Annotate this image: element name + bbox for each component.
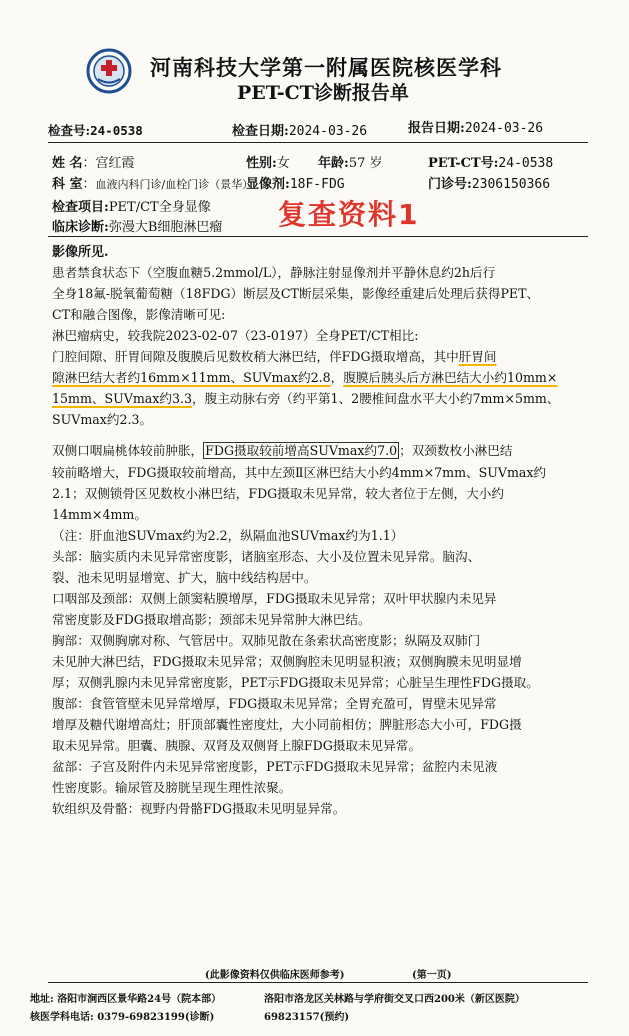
hospital-title: 河南科技大学第一附属医院核医学科 xyxy=(150,55,502,80)
tracer: 显像剂:18F-FDG xyxy=(246,177,345,192)
patient-gender: 性别:女 xyxy=(246,156,290,171)
divider-top xyxy=(48,142,588,143)
patient-age: 年龄:57 岁 xyxy=(318,156,383,171)
clinic-no: 门诊号:2306150366 xyxy=(428,177,551,192)
phone-line: 核医学科电话: 0379-69823199(诊断) xyxy=(30,1012,215,1023)
report-date: 报告日期:2024-03-26 xyxy=(408,121,544,136)
check-date: 检查日期:2024-03-26 xyxy=(232,124,368,139)
findings-intro: 患者禁食状态下（空腹血糖5.2mmol/L），静脉注射显像剂并平静休息约2h后行 全身18氟-脱氧葡萄糖（18FDG）断层及CT断层采集，影像经重建后处理后获得PET、 CT和融合图像，影像清晰可见: 淋巴瘤病史，较我院2023-02-07（23-0197）全身PET/CT相比: xyxy=(52,265,540,343)
report-title: PET-CT诊断报告单 xyxy=(237,82,409,104)
address-line: 地址: 洛阳市涧西区景华路24号（院本部） xyxy=(30,994,222,1005)
petct-no: PET-CT号:24-0538 xyxy=(428,156,554,171)
divider-mid xyxy=(48,236,588,237)
hospital-logo-icon xyxy=(86,48,132,94)
page-number: (第一页) xyxy=(412,970,452,981)
findings-oropharynx: 双侧口咽扁桃体较前肿胀， FDG摄取较前增高SUVmax约7.0 ；双颈数枚小淋巴结 xyxy=(52,443,513,458)
exam-item: 检查项目:PET/CT全身显像 xyxy=(52,200,211,215)
patient-dept: 科 室：血液内科门诊/血栓门诊（景华） xyxy=(52,177,254,192)
divider-footer xyxy=(48,982,588,983)
patient-name: 姓 名：宫红霞 xyxy=(52,156,135,171)
findings-abdomen-nodes: 门腔间隙、肝胃间隙及腹膜后见数枚稍大淋巴结，伴FDG摄取增高，其中肝胃间 隙淋巴结大者约16mm×11mm、SUVmax约2.8，腹膜后胰头后方淋巴结大小约10mm× 15mm、SUVmax约3.3，腹主动脉右旁（约平第1、2腰椎间盘水平大小约7mm×5mm、 SUVmax约2.3。 xyxy=(52,349,560,427)
footer-note: (此影像资料仅供临床医师参考) xyxy=(205,970,345,981)
clinical-diagnosis: 临床诊断:弥漫大B细胞淋巴瘤 xyxy=(52,220,223,235)
findings-heading: 影像所见. xyxy=(52,245,109,260)
address-line-2: 洛阳市洛龙区关林路与学府街交叉口西200米（新区医院） xyxy=(264,994,525,1005)
review-stamp: 复查资料1 xyxy=(278,198,420,231)
phone-line-2: 69823157(预约) xyxy=(264,1012,350,1023)
suv-boxed: FDG摄取较前增高SUVmax约7.0 xyxy=(205,443,398,458)
check-no: 检查号:24-0538 xyxy=(48,123,143,138)
findings-rest: 较前略增大，FDG摄取较前增高，其中左颈Ⅱ区淋巴结大小约4mm×7mm、SUVmax约 2.1；双侧锁骨区见数枚小淋巴结，FDG摄取未见异常，较大者位于左侧，大小约 14mm×4mm。 （注：肝血池SUVmax约为2.2，纵隔血池SUVmax约为1.1） 头部：脑实质内未见异常密度影，诸脑室形态、大小及位置未见异常。脑沟、 裂、池未见明显增宽、扩大，脑中线结构居中。 口咽部及颈部：双侧上颌窦粘膜增厚，FDG摄取未见异常；双叶甲状腺内未见异 常密度影及FDG摄取增高影；颈部未见异常肿大淋巴结。 胸部：双侧胸廓对称、气管居中。双肺见散在条索状高密度影；纵隔及双肺门 未见肿大淋巴结，FDG摄取未见异常；双侧胸腔未见明显积液；双侧胸膜未见明显增 厚；双侧乳腺内未见异常密度影，PET示FDG摄取未见异常；心脏呈生理性FDG摄取。 腹部：食管管壁未见异常增厚，FDG摄取未见异常；全胃充盈可，胃壁未见异常 增厚及糖代谢增高灶；肝顶部囊性密度灶，大小同前相仿；脾脏形态大小可，FDG摄 取未见异常。胆囊、胰腺、双肾及双侧肾上腺FDG摄取未见异常。 盆部：子宫及附件内未见异常密度影，PET示FDG摄取未见异常；盆腔内未见液 性密度影。输尿管及膀胱呈现生理性浓聚。 软组织及骨骼：视野内骨骼FDG摄取未见明显异常。 xyxy=(52,465,547,816)
